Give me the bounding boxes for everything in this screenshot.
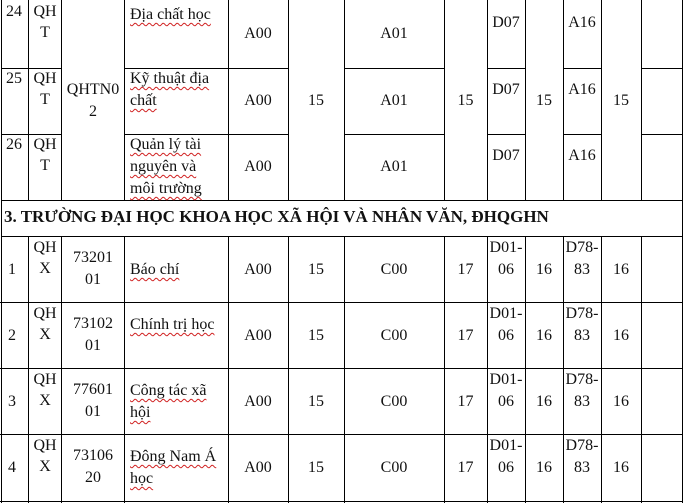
program-code: 7310201 bbox=[73, 315, 113, 354]
combo-1: A00 bbox=[244, 393, 272, 410]
score-4: 15 bbox=[613, 92, 629, 109]
combo-1: A00 bbox=[244, 459, 272, 476]
combo-3: D07 bbox=[492, 81, 520, 98]
school-code: QHT bbox=[33, 136, 57, 174]
score-2: 15 bbox=[457, 92, 474, 109]
score-3: 16 bbox=[536, 459, 552, 476]
school-code: QHX bbox=[33, 305, 57, 343]
score-2: 17 bbox=[457, 327, 474, 344]
score-4: 16 bbox=[613, 393, 629, 410]
grid-line bbox=[641, 236, 642, 503]
score-1: 15 bbox=[308, 261, 324, 278]
score-2: 17 bbox=[457, 459, 474, 476]
grid-line bbox=[563, 68, 601, 69]
row-number: 4 bbox=[8, 459, 16, 476]
combo-3: D07 bbox=[492, 14, 520, 31]
row-number: 3 bbox=[8, 393, 16, 410]
major-name: Kỹ thuật địa chất bbox=[130, 70, 210, 109]
school-code: QHT bbox=[33, 3, 57, 41]
grid-line bbox=[124, 236, 125, 503]
grid-line bbox=[641, 134, 683, 135]
combo-1: A00 bbox=[244, 158, 272, 175]
score-2: 17 bbox=[457, 393, 474, 410]
row-number: 1 bbox=[8, 261, 16, 278]
grid-line bbox=[563, 236, 564, 503]
combo-1: A00 bbox=[244, 327, 272, 344]
combo-3: D01-06 bbox=[489, 371, 523, 410]
combo-2: A01 bbox=[380, 25, 408, 42]
combo-3: D07 bbox=[492, 147, 520, 164]
grid-line bbox=[487, 134, 525, 135]
program-code: QHTN02 bbox=[66, 81, 120, 120]
score-3: 16 bbox=[536, 327, 552, 344]
program-code: 7310620 bbox=[73, 447, 113, 486]
grid-line bbox=[563, 134, 601, 135]
combo-3: D01-06 bbox=[489, 239, 523, 278]
school-code: QHX bbox=[33, 371, 57, 409]
combo-2: C00 bbox=[380, 459, 408, 476]
program-code: 7320101 bbox=[73, 249, 113, 288]
major-name: Báo chí bbox=[130, 261, 180, 278]
combo-4: D78-83 bbox=[565, 371, 599, 410]
section-title: 3. TRƯỜNG ĐẠI HỌC KHOA HỌC XÃ HỘI VÀ NHÂN VĂN, ĐHQGHN bbox=[4, 207, 549, 226]
score-3: 16 bbox=[536, 393, 552, 410]
combo-4: D78-83 bbox=[565, 239, 599, 278]
grid-line bbox=[1, 0, 2, 201]
row-number: 2 bbox=[8, 327, 16, 344]
combo-4: D78-83 bbox=[565, 305, 599, 344]
score-3: 16 bbox=[536, 261, 552, 278]
score-4: 16 bbox=[613, 459, 629, 476]
score-3: 15 bbox=[536, 92, 552, 109]
school-code: QHX bbox=[33, 437, 57, 475]
row-number: 24 bbox=[6, 3, 22, 20]
row-number: 26 bbox=[6, 136, 22, 153]
combo-2: C00 bbox=[380, 327, 408, 344]
grid-line bbox=[61, 0, 62, 201]
combo-1: A00 bbox=[244, 261, 272, 278]
combo-4: A16 bbox=[568, 81, 596, 98]
score-2: 17 bbox=[457, 261, 474, 278]
score-4: 16 bbox=[613, 327, 629, 344]
grid-line bbox=[487, 236, 488, 503]
combo-4: A16 bbox=[568, 14, 596, 31]
row-number: 25 bbox=[6, 70, 22, 87]
combo-3: D01-06 bbox=[489, 437, 523, 476]
combo-2: C00 bbox=[380, 393, 408, 410]
combo-1: A00 bbox=[244, 25, 272, 42]
major-name: Công tác xã hội bbox=[130, 382, 207, 421]
school-code: QHX bbox=[33, 239, 57, 277]
score-1: 15 bbox=[308, 459, 324, 476]
combo-1: A00 bbox=[244, 92, 272, 109]
score-1: 15 bbox=[308, 327, 324, 344]
major-name: Chính trị học bbox=[130, 316, 215, 333]
grid-line bbox=[641, 0, 642, 201]
grid-line bbox=[1, 200, 683, 201]
grid-line bbox=[344, 68, 444, 69]
combo-3: D01-06 bbox=[489, 305, 523, 344]
combo-2: A01 bbox=[380, 158, 408, 175]
major-name: Quản lý tài nguyên và môi trường bbox=[130, 136, 202, 197]
grid-line bbox=[0, 501, 683, 502]
grid-line bbox=[344, 134, 444, 135]
combo-4: D78-83 bbox=[565, 437, 599, 476]
score-4: 16 bbox=[613, 261, 629, 278]
grid-line bbox=[487, 68, 525, 69]
grid-line bbox=[641, 68, 683, 69]
combo-2: A01 bbox=[380, 92, 408, 109]
combo-2: C00 bbox=[380, 261, 408, 278]
grid-line bbox=[61, 236, 62, 503]
school-code: QHT bbox=[33, 70, 57, 108]
major-name: Địa chất học bbox=[130, 6, 211, 23]
score-1: 15 bbox=[308, 92, 324, 109]
program-code: 7760101 bbox=[73, 381, 113, 420]
grid-line bbox=[124, 0, 125, 201]
combo-4: A16 bbox=[568, 147, 596, 164]
score-1: 15 bbox=[308, 393, 324, 410]
grid-line bbox=[1, 200, 2, 236]
grid-line bbox=[1, 236, 2, 503]
major-name: Đông Nam Á học bbox=[130, 448, 217, 487]
